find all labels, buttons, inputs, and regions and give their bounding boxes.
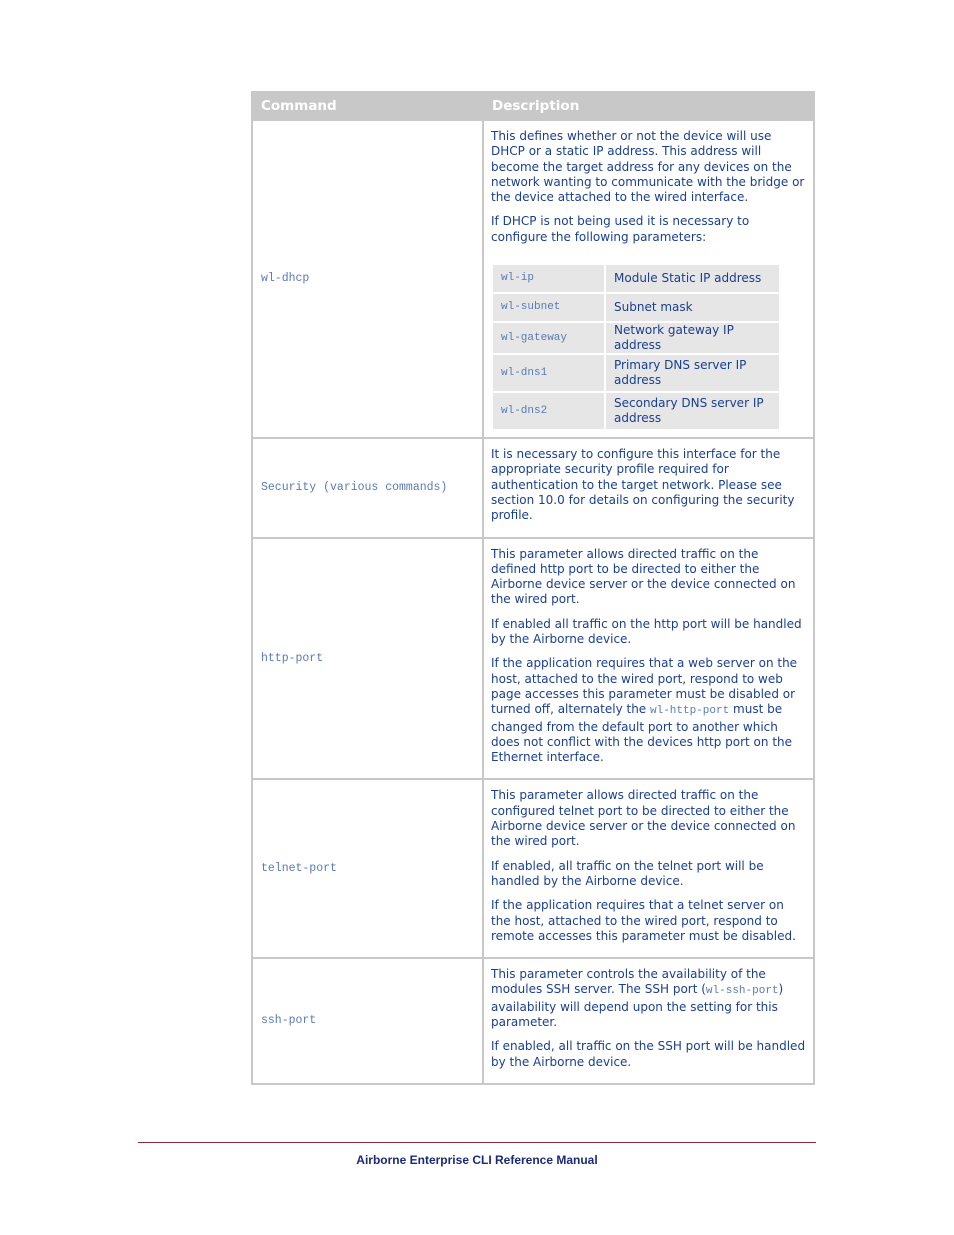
- table-row: [252, 438, 814, 537]
- parameter-name: wl-gateway: [493, 323, 604, 353]
- command-cell: Security (various commands): [252, 438, 483, 537]
- command-cell: telnet-port: [252, 779, 483, 958]
- parameter-row: [493, 393, 779, 429]
- parameter-description: Module Static IP address: [606, 265, 779, 292]
- table-row: [252, 120, 814, 438]
- description-paragraph: It is necessary to configure this interface for the appropriate security profile required for authentication to the target network. Please see section 10.0 for details on configuring the security profile.: [491, 447, 795, 523]
- description-paragraph: If the application requires that a telnet server on the host, attached to the wired port, respond to remote accesses this parameter must be disabled.: [491, 898, 796, 943]
- table-row: [252, 779, 814, 958]
- table-header-row: [252, 92, 814, 120]
- table-row: [252, 538, 814, 780]
- table-row: [252, 958, 814, 1084]
- command-cell: http-port: [252, 538, 483, 780]
- description-paragraph: This parameter allows directed traffic on the defined http port to be directed to either the Airborne device server or the device connected on the wired port.: [491, 546, 796, 607]
- command-cell: wl-dhcp: [252, 120, 483, 438]
- parameter-row: [493, 294, 779, 321]
- paragraph-text: If the application requires that a web server on the host, attached to the wired port, respond to web page accesses this parameter must be disabled or turned off, alternately the: [491, 656, 798, 717]
- description-paragraph: If enabled, all traffic on the telnet port will be handled by the Airborne device.: [491, 858, 764, 888]
- paragraph-text: This parameter controls the availability of the modules SSH server. The SSH port (: [491, 967, 766, 997]
- footer-divider: [138, 1142, 816, 1143]
- command-table: [251, 91, 815, 1085]
- description-paragraph: This defines whether or not the device will use DHCP or a static IP address. This address will become the target address for any devices on the network wanting to communicate with the bridge or the device attached to the wired interface.: [491, 129, 805, 205]
- parameter-row: [493, 355, 779, 391]
- command-cell: ssh-port: [252, 958, 483, 1084]
- description-paragraph: [491, 967, 806, 1030]
- parameter-row: [493, 323, 779, 353]
- description-cell: [483, 958, 814, 1084]
- parameter-table: [491, 263, 781, 431]
- paragraph-text: ) availability will depend upon the setting for this parameter.: [491, 982, 784, 1029]
- description-cell: [483, 438, 814, 537]
- parameter-name: wl-dns1: [493, 355, 604, 391]
- inline-code: wl-http-port: [650, 705, 730, 718]
- parameter-description: Primary DNS server IP address: [606, 355, 779, 391]
- description-paragraph: If DHCP is not being used it is necessary to configure the following parameters:: [491, 214, 750, 244]
- header-command: Command: [252, 92, 483, 120]
- description-paragraph: If enabled all traffic on the http port will be handled by the Airborne device.: [491, 616, 802, 647]
- description-paragraph: This parameter allows directed traffic on the configured telnet port to be directed to either the Airborne device server or the device connected on the wired port.: [491, 788, 796, 849]
- description-paragraph: If enabled, all traffic on the SSH port will be handled by the Airborne device.: [491, 1039, 806, 1069]
- parameter-name: wl-ip: [493, 265, 604, 292]
- description-cell: [483, 120, 814, 438]
- paragraph-text: must be changed from the default port to another which does not conflict with the devices http port on the Ethernet interface.: [491, 702, 793, 765]
- description-cell: [483, 538, 814, 780]
- parameter-row: [493, 265, 779, 292]
- header-description: Description: [483, 92, 814, 120]
- description-paragraph: [491, 656, 806, 765]
- inline-code: wl-ssh-port: [705, 985, 779, 998]
- description-cell: [483, 779, 814, 958]
- parameter-description: Subnet mask: [606, 294, 779, 321]
- parameter-description: Network gateway IP address: [606, 323, 779, 353]
- parameter-name: wl-subnet: [493, 294, 604, 321]
- footer-title: Airborne Enterprise CLI Reference Manual: [356, 1153, 598, 1167]
- parameter-description: Secondary DNS server IP address: [606, 393, 779, 429]
- parameter-name: wl-dns2: [493, 393, 604, 429]
